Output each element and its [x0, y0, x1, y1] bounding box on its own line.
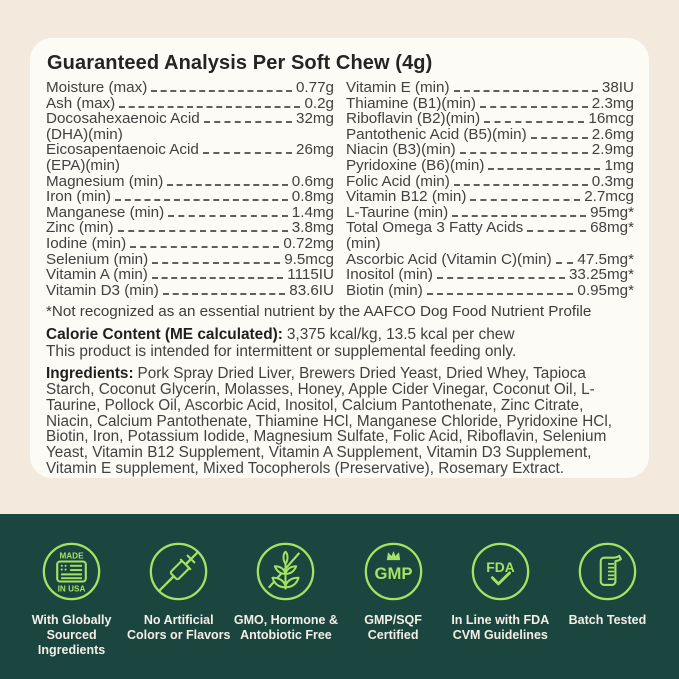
badge-gmp-certified — [340, 514, 447, 679]
ingredients-text: Pork Spray Dried Liver, Brewers Dried Yeast, Dried Whey, Tapioca Starch, Coconut Glycerin, Molasses, Honey, Apple Cider Vinegar, Coconut Oil, L-Taurine, Pollock Oil, Ascorbic Acid, Inositol, Calcium Pantothenate, Zinc Citrate, Niacin, Calcium Pantothenate, Thiamine HCl, Manganese Chloride, Pyridoxine HCl, Biotin, Iron, Potassium Iodide, Magnesium Sulfate, Folic Acid, Riboflavin, Selenium Yeast, Vitamin B12 Supplement, Vitamin A Supplement, Vitamin D3 Supplement, Vitamin E supplement, Mixed Tocopherols (Preservative), Rosemary Extract. — [46, 365, 612, 477]
dot-leader — [454, 184, 588, 186]
analysis-row — [46, 252, 334, 268]
nutrient-label: Zinc (min) — [46, 219, 114, 237]
analysis-row — [346, 96, 634, 112]
dot-leader — [454, 90, 598, 92]
nutrient-label: Manganese (min) — [46, 203, 165, 221]
nutrient-value: 68mg* — [590, 219, 634, 237]
nutrient-label: Thiamine (B1)(min) — [346, 94, 476, 112]
badge-caption: GMP/SQF Certified — [364, 613, 422, 642]
nutrient-value: 2.9mg — [591, 141, 634, 159]
nutrient-label-continued: (min) — [346, 234, 381, 252]
dot-leader — [119, 106, 300, 108]
analysis-row — [46, 174, 334, 190]
dot-leader — [427, 293, 574, 295]
nutrient-label: Selenium (min) — [46, 250, 149, 268]
analysis-row — [46, 220, 334, 236]
badge-caption: In Line with FDA CVM Guidelines — [451, 613, 550, 642]
nutrient-value: 38IU — [601, 79, 634, 96]
svg-text:IN USA: IN USA — [57, 584, 86, 594]
nutrient-value: 1115IU — [287, 266, 334, 284]
dot-leader — [460, 152, 588, 154]
analysis-columns — [46, 80, 634, 298]
svg-text:MADE: MADE — [59, 551, 84, 561]
dot-leader — [480, 106, 588, 108]
nutrient-label-continued: (EPA)(min) — [46, 156, 120, 174]
badge-fda-check — [447, 514, 554, 679]
dot-leader — [470, 199, 580, 201]
nutrient-value: 3.8mg — [291, 219, 334, 237]
analysis-row — [346, 189, 634, 205]
svg-text:GMP: GMP — [374, 564, 413, 584]
nutrient-label: Inositol (min) — [346, 266, 433, 284]
analysis-row — [46, 111, 334, 142]
badge-made-in-usa — [18, 514, 125, 679]
nutrient-label: Pyridoxine (B6)(min) — [346, 156, 485, 174]
nutrient-label: Ash (max) — [46, 94, 116, 112]
dot-leader — [130, 246, 279, 248]
dot-leader — [167, 184, 287, 186]
badge-caption: No Artificial Colors or Flavors — [127, 613, 231, 642]
nutrient-value: 9.5mcg — [284, 250, 334, 268]
gmp-certified-icon — [363, 541, 424, 602]
analysis-row — [346, 205, 634, 221]
nutrient-label: Biotin (min) — [346, 281, 423, 299]
nutrient-label: Ascorbic Acid (Vitamin C)(min) — [346, 250, 552, 268]
nutrient-label: Vitamin B12 (min) — [346, 188, 467, 206]
dot-leader — [115, 199, 288, 201]
dot-leader — [118, 230, 288, 232]
ingredients-label: Ingredients: — [46, 365, 134, 383]
nutrient-value: 95mg* — [590, 203, 634, 221]
nutrient-label: Moisture (max) — [46, 79, 148, 96]
nutrient-value: 2.6mg — [591, 125, 634, 143]
analysis-row — [346, 174, 634, 190]
nutrient-label: Iron (min) — [46, 188, 111, 206]
dot-leader — [168, 215, 288, 217]
analysis-row — [46, 80, 334, 96]
analysis-column-left — [46, 80, 334, 298]
guaranteed-analysis-card — [30, 38, 649, 478]
nutrient-value: 2.7mcg — [584, 188, 634, 206]
analysis-row — [46, 267, 334, 283]
analysis-row — [346, 252, 634, 268]
badge-gmo-hormone-free — [232, 514, 339, 679]
nutrient-label: Iodine (min) — [46, 234, 127, 252]
analysis-row — [346, 220, 634, 251]
nutrient-value: 2.3mg — [591, 94, 634, 112]
nutrient-label: Niacin (B3)(min) — [346, 141, 456, 159]
nutrient-value: 1mg — [604, 156, 634, 174]
analysis-row — [346, 127, 634, 143]
nutrient-value: 0.72mg — [283, 234, 334, 252]
nutrient-label: Folic Acid (min) — [346, 172, 450, 190]
svg-text:FDA: FDA — [486, 558, 515, 575]
badge-no-artificial-colors — [125, 514, 232, 679]
ingredients-section — [46, 366, 634, 477]
dot-leader — [163, 293, 285, 295]
aafco-footnote: *Not recognized as an essential nutrient by the AAFCO Dog Food Nutrient Profile — [46, 303, 592, 321]
nutrient-label: Eicosapentaenoic Acid — [46, 141, 199, 159]
nutrient-value: 1.4mg — [291, 203, 334, 221]
nutrient-value: 0.3mg — [591, 172, 634, 190]
page-title: Guaranteed Analysis Per Soft Chew (4g) — [47, 52, 433, 74]
nutrient-label: Docosahexaenoic Acid — [46, 110, 200, 128]
analysis-row — [346, 267, 634, 283]
analysis-row — [46, 236, 334, 252]
feeding-note: This product is intended for intermittent or supplemental feeding only. — [46, 342, 517, 360]
dot-leader — [204, 121, 292, 123]
dot-leader — [484, 121, 584, 123]
analysis-row — [46, 96, 334, 112]
batch-tested-icon — [577, 541, 638, 602]
nutrient-label: Total Omega 3 Fatty Acids — [346, 219, 524, 237]
analysis-column-right — [346, 80, 634, 298]
nutrient-value: 33.25mg* — [568, 266, 634, 284]
nutrient-label: Vitamin E (min) — [346, 79, 450, 96]
nutrient-value: 83.6IU — [289, 281, 334, 299]
dot-leader — [531, 137, 588, 139]
nutrient-label: Vitamin D3 (min) — [46, 281, 159, 299]
nutrient-label: Magnesium (min) — [46, 172, 164, 190]
dot-leader — [437, 277, 565, 279]
nutrient-value: 32mg — [296, 110, 334, 128]
nutrient-value: 16mcg — [588, 110, 634, 128]
gmo-hormone-free-icon — [255, 541, 316, 602]
analysis-row — [346, 80, 634, 96]
dot-leader — [152, 277, 283, 279]
nutrient-value: 0.95mg* — [577, 281, 634, 299]
made-in-usa-icon — [41, 541, 102, 602]
analysis-row — [46, 283, 334, 299]
dot-leader — [152, 262, 280, 264]
nutrient-label: Pantothenic Acid (B5)(min) — [346, 125, 527, 143]
analysis-row — [46, 142, 334, 173]
calorie-content — [46, 327, 634, 360]
dot-leader — [203, 152, 292, 154]
no-artificial-colors-icon — [148, 541, 209, 602]
nutrient-label: Vitamin A (min) — [46, 266, 148, 284]
nutrient-label: Riboflavin (B2)(min) — [346, 110, 481, 128]
fda-check-icon — [470, 541, 531, 602]
nutrient-label-continued: (DHA)(min) — [46, 125, 123, 143]
analysis-row — [346, 142, 634, 158]
nutrient-value: 0.77g — [295, 79, 334, 96]
nutrient-value: 26mg — [296, 141, 334, 159]
badge-caption: Batch Tested — [568, 613, 647, 627]
analysis-row — [346, 158, 634, 174]
analysis-row — [46, 189, 334, 205]
nutrient-label: L-Taurine (min) — [346, 203, 449, 221]
nutrient-value: 47.5mg* — [577, 250, 634, 268]
nutrient-value: 0.8mg — [291, 188, 334, 206]
badge-caption: With Globally Sourced Ingredients — [31, 613, 112, 657]
dot-leader — [151, 90, 292, 92]
dot-leader — [527, 230, 586, 232]
analysis-row — [46, 205, 334, 221]
nutrient-value: 0.2g — [304, 94, 334, 112]
nutrient-value: 0.6mg — [291, 172, 334, 190]
analysis-row — [346, 111, 634, 127]
calorie-label: Calorie Content (ME calculated): — [46, 326, 283, 344]
badge-batch-tested — [554, 514, 661, 679]
analysis-row — [346, 283, 634, 299]
calorie-value: 3,375 kcal/kg, 13.5 kcal per chew — [286, 326, 515, 344]
badge-caption: GMO, Hormone & Antobiotic Free — [233, 613, 339, 642]
dot-leader — [556, 262, 574, 264]
dot-leader — [452, 215, 586, 217]
badges-panel — [0, 514, 679, 679]
dot-leader — [488, 168, 600, 170]
